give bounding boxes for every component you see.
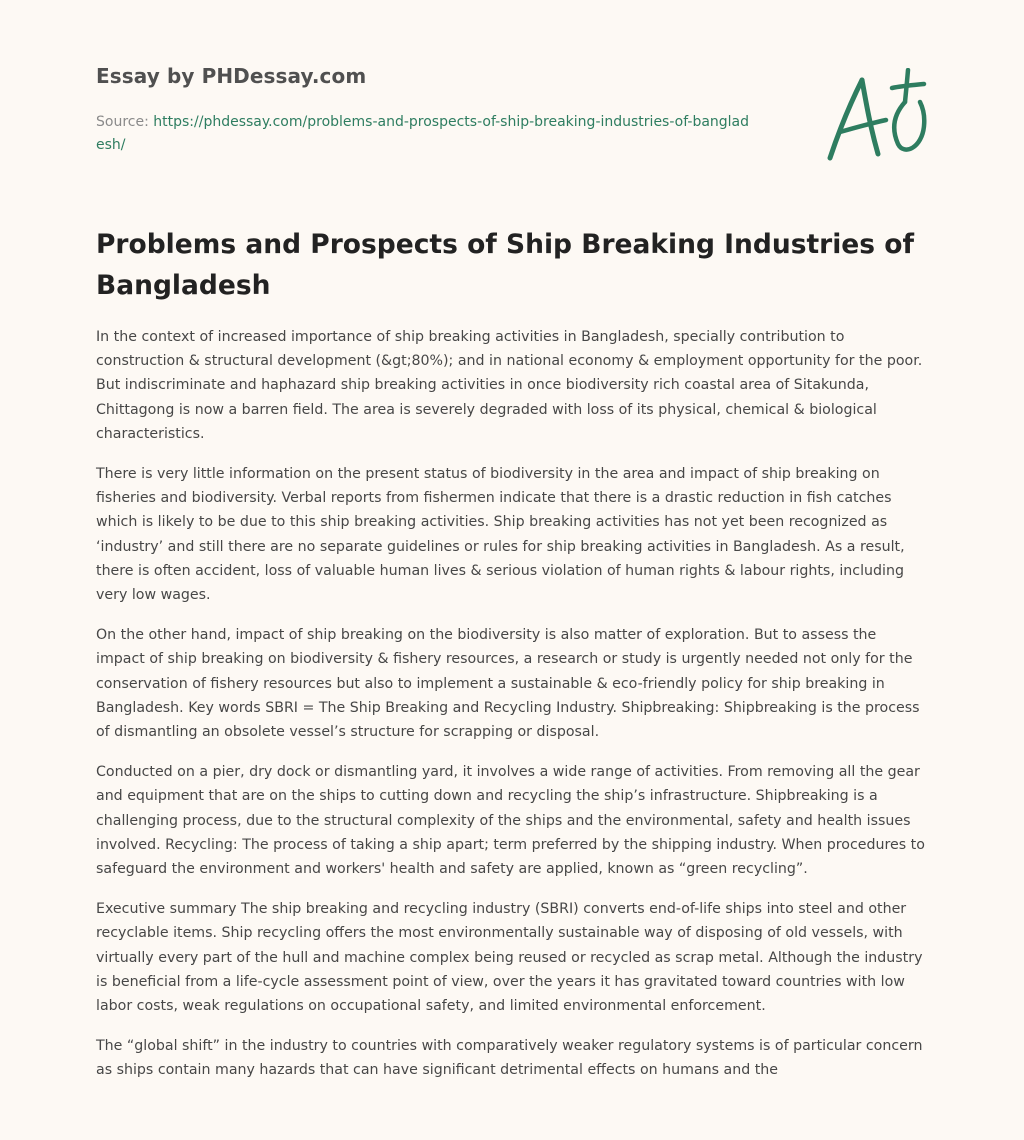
essay-body [96,325,928,1099]
a-plus-logo-icon [824,68,928,164]
source-link[interactable]: https://phdessay.com/problems-and-prospects-of-ship-breaking-industries-of-bangladesh/ [96,114,750,153]
paragraph: The “global shift” in the industry to countries with comparatively weaker regulatory systems is of particular concern as ships contain many hazards that can have significant detrimental effects on humans and the [96,1038,923,1079]
source-label: Source: [96,114,154,130]
paragraph: There is very little information on the present status of biodiversity in the area and impact of ship breaking on fisheries and biodiversity. Verbal reports from fishermen indicate that there is a drastic reduction in fish catches which is likely to be due to this ship breaking activities. Ship breaking activities has not yet been recognized as ‘industry’ and still there are no separate guidelines or rules for ship breaking activities in Bangladesh. As a result, there is often accident, loss of valuable human lives & serious violation of human rights & labour rights, including very low wages. [96,466,905,604]
paragraph: Executive summary The ship breaking and recycling industry (SBRI) converts end-of-life ships into steel and other recyclable items. Ship recycling offers the most environmentally sustainable way of disposing of old vessels, with virtually every part of the hull and machine complex being reused or recycled as scrap metal. Although the industry is beneficial from a life-cycle assessment point of view, over the years it has gravitated toward countries with low labor costs, weak regulations on occupational safety, and limited environmental enforcement. [96,901,923,1015]
paragraph: On the other hand, impact of ship breaking on the biodiversity is also matter of exploration. But to assess the impact of ship breaking on biodiversity & fishery resources, a research or study is urgently needed not only for the conservation of fishery resources but also to implement a sustainable & eco-friendly policy for ship breaking in Bangladesh. Key words SBRI = The Ship Breaking and Recycling Industry. Shipbreaking: Shipbreaking is the process of dismantling an obsolete vessel’s structure for scrapping or disposal. [96,627,920,741]
site-title: Essay by PHDessay.com [96,64,367,88]
paragraph: Conducted on a pier, dry dock or dismantling yard, it involves a wide range of activities. From removing all the gear and equipment that are on the ships to cutting down and recycling the ship’s infrastructure. Shipbreaking is a challenging process, due to the structural complexity of the ships and the environmental, safety and health issues involved. Recycling: The process of taking a ship apart; term preferred by the shipping industry. When procedures to safeguard the environment and workers' health and safety are applied, known as “green recycling”. [96,764,925,878]
paragraph: In the context of increased importance of ship breaking activities in Bangladesh, specially contribution to construction & structural development (&gt;80%); and in national economy & employment opportunity for the poor. But indiscriminate and haphazard ship breaking activities in once biodiversity rich coastal area of Sitakunda, Chittagong is now a barren field. The area is severely degraded with loss of its physical, chemical & biological characteristics. [96,329,923,442]
source-line [96,111,756,157]
essay-title: Problems and Prospects of Ship Breaking Industries of Bangladesh [96,229,915,301]
